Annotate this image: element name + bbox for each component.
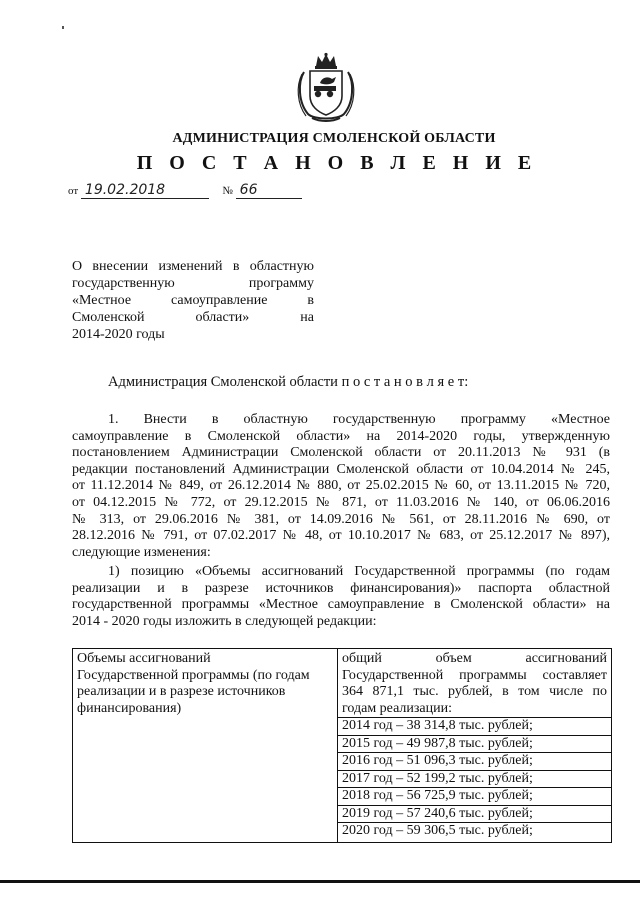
- subject-line: Смоленской области» на: [72, 310, 314, 325]
- subject-line: «Местное самоуправление в: [72, 293, 314, 308]
- paragraph-2: [72, 564, 610, 630]
- paragraph-line: самоуправление в Смоленской области» на 2014-2020 годы, утвержденную: [72, 428, 610, 444]
- paragraph-line: редакции постановлений Администрации Смоленской области от 10.04.2014 № 245,: [72, 461, 610, 477]
- coat-of-arms-emblem: [294, 52, 358, 124]
- paragraph-line: от 04.12.2015 № 772, от 29.12.2015 № 871, от 11.03.2016 № 140, от 06.06.2016: [72, 494, 610, 510]
- paragraph-line: 1) позицию «Объемы ассигнований Государственной программы (по годам: [108, 564, 610, 579]
- paragraph-line: от 11.12.2014 № 849, от 26.12.2014 № 880, от 25.02.2015 № 60, от 13.11.2015 № 720,: [72, 478, 610, 494]
- label-line: финансирования): [77, 700, 182, 716]
- paragraph-line: № 313, от 29.06.2016 № 381, от 14.09.2016 № 561, от 28.11.2016 № 690, от: [72, 511, 610, 527]
- scan-speck: [62, 26, 64, 29]
- table-label-cell: [73, 649, 338, 843]
- intro-line: 364 871,1 тыс. рублей, в том числе по: [342, 684, 607, 699]
- paragraph-line: реализации и в разрезе источников финансирования)» паспорта областной: [72, 580, 610, 596]
- label-line: реализации и в разрезе источников: [77, 684, 286, 699]
- subject-line: государственную программу: [72, 276, 314, 291]
- intro-line: общий объем ассигнований: [342, 651, 607, 666]
- year-allocation-row: 2018 год – 56 725,9 тыс. рублей;: [338, 787, 611, 805]
- year-allocation-row: 2020 год – 59 306,5 тыс. рублей;: [338, 822, 611, 840]
- paragraph-line: 28.12.2016 № 791, от 07.02.2017 № 48, от 10.10.2017 № 683, от 25.12.2017 № 897),: [72, 528, 610, 544]
- intro-line: годам реализации:: [342, 700, 452, 716]
- document-subject: [72, 258, 314, 343]
- year-allocation-row: 2014 год – 38 314,8 тыс. рублей;: [338, 717, 611, 735]
- organization-name: АДМИНИСТРАЦИЯ СМОЛЕНСКОЙ ОБЛАСТИ: [172, 131, 496, 146]
- year-allocation-row: 2019 год – 57 240,6 тыс. рублей;: [338, 805, 611, 823]
- preamble: Администрация Смоленской области п о с т а н о в л я е т:: [108, 374, 469, 390]
- paragraph-line: следующие изменения:: [72, 544, 211, 560]
- allocation-table: [72, 648, 612, 843]
- subject-line: 2014-2020 годы: [72, 327, 165, 342]
- label-line: Государственной программы (по годам: [77, 667, 310, 683]
- paragraph-line: постановлением Администрации Смоленской области от 20.11.2013 № 931 (в: [72, 445, 610, 461]
- paragraph-line: 1. Внести в областную государственную программу «Местное: [108, 412, 610, 427]
- number-prefix: №: [222, 185, 233, 197]
- table-value-cell: [338, 649, 612, 843]
- intro-line: Государственной программы составляет: [342, 667, 607, 683]
- subject-line: О внесении изменений в областную: [72, 259, 314, 274]
- date-prefix: от: [68, 185, 79, 197]
- paragraph-line: государственной программы «Местное самоуправление в Смоленской области» на: [72, 597, 610, 613]
- document-number: 66: [236, 182, 302, 199]
- year-allocation-row: 2015 год – 49 987,8 тыс. рублей;: [338, 735, 611, 753]
- label-line: Объемы ассигнований: [77, 651, 211, 666]
- document-date: 19.02.2018: [81, 182, 209, 199]
- year-allocation-row: 2017 год – 52 199,2 тыс. рублей;: [338, 770, 611, 788]
- date-number-line: [68, 182, 302, 199]
- paragraph-1: [72, 412, 610, 561]
- document-type-title: П О С Т А Н О В Л Е Н И Е: [136, 152, 538, 174]
- table-row: [73, 649, 612, 843]
- page-bottom-rule: [0, 880, 640, 883]
- paragraph-line: 2014 - 2020 годы изложить в следующей редакции:: [72, 613, 377, 629]
- year-allocation-row: 2016 год – 51 096,3 тыс. рублей;: [338, 752, 611, 770]
